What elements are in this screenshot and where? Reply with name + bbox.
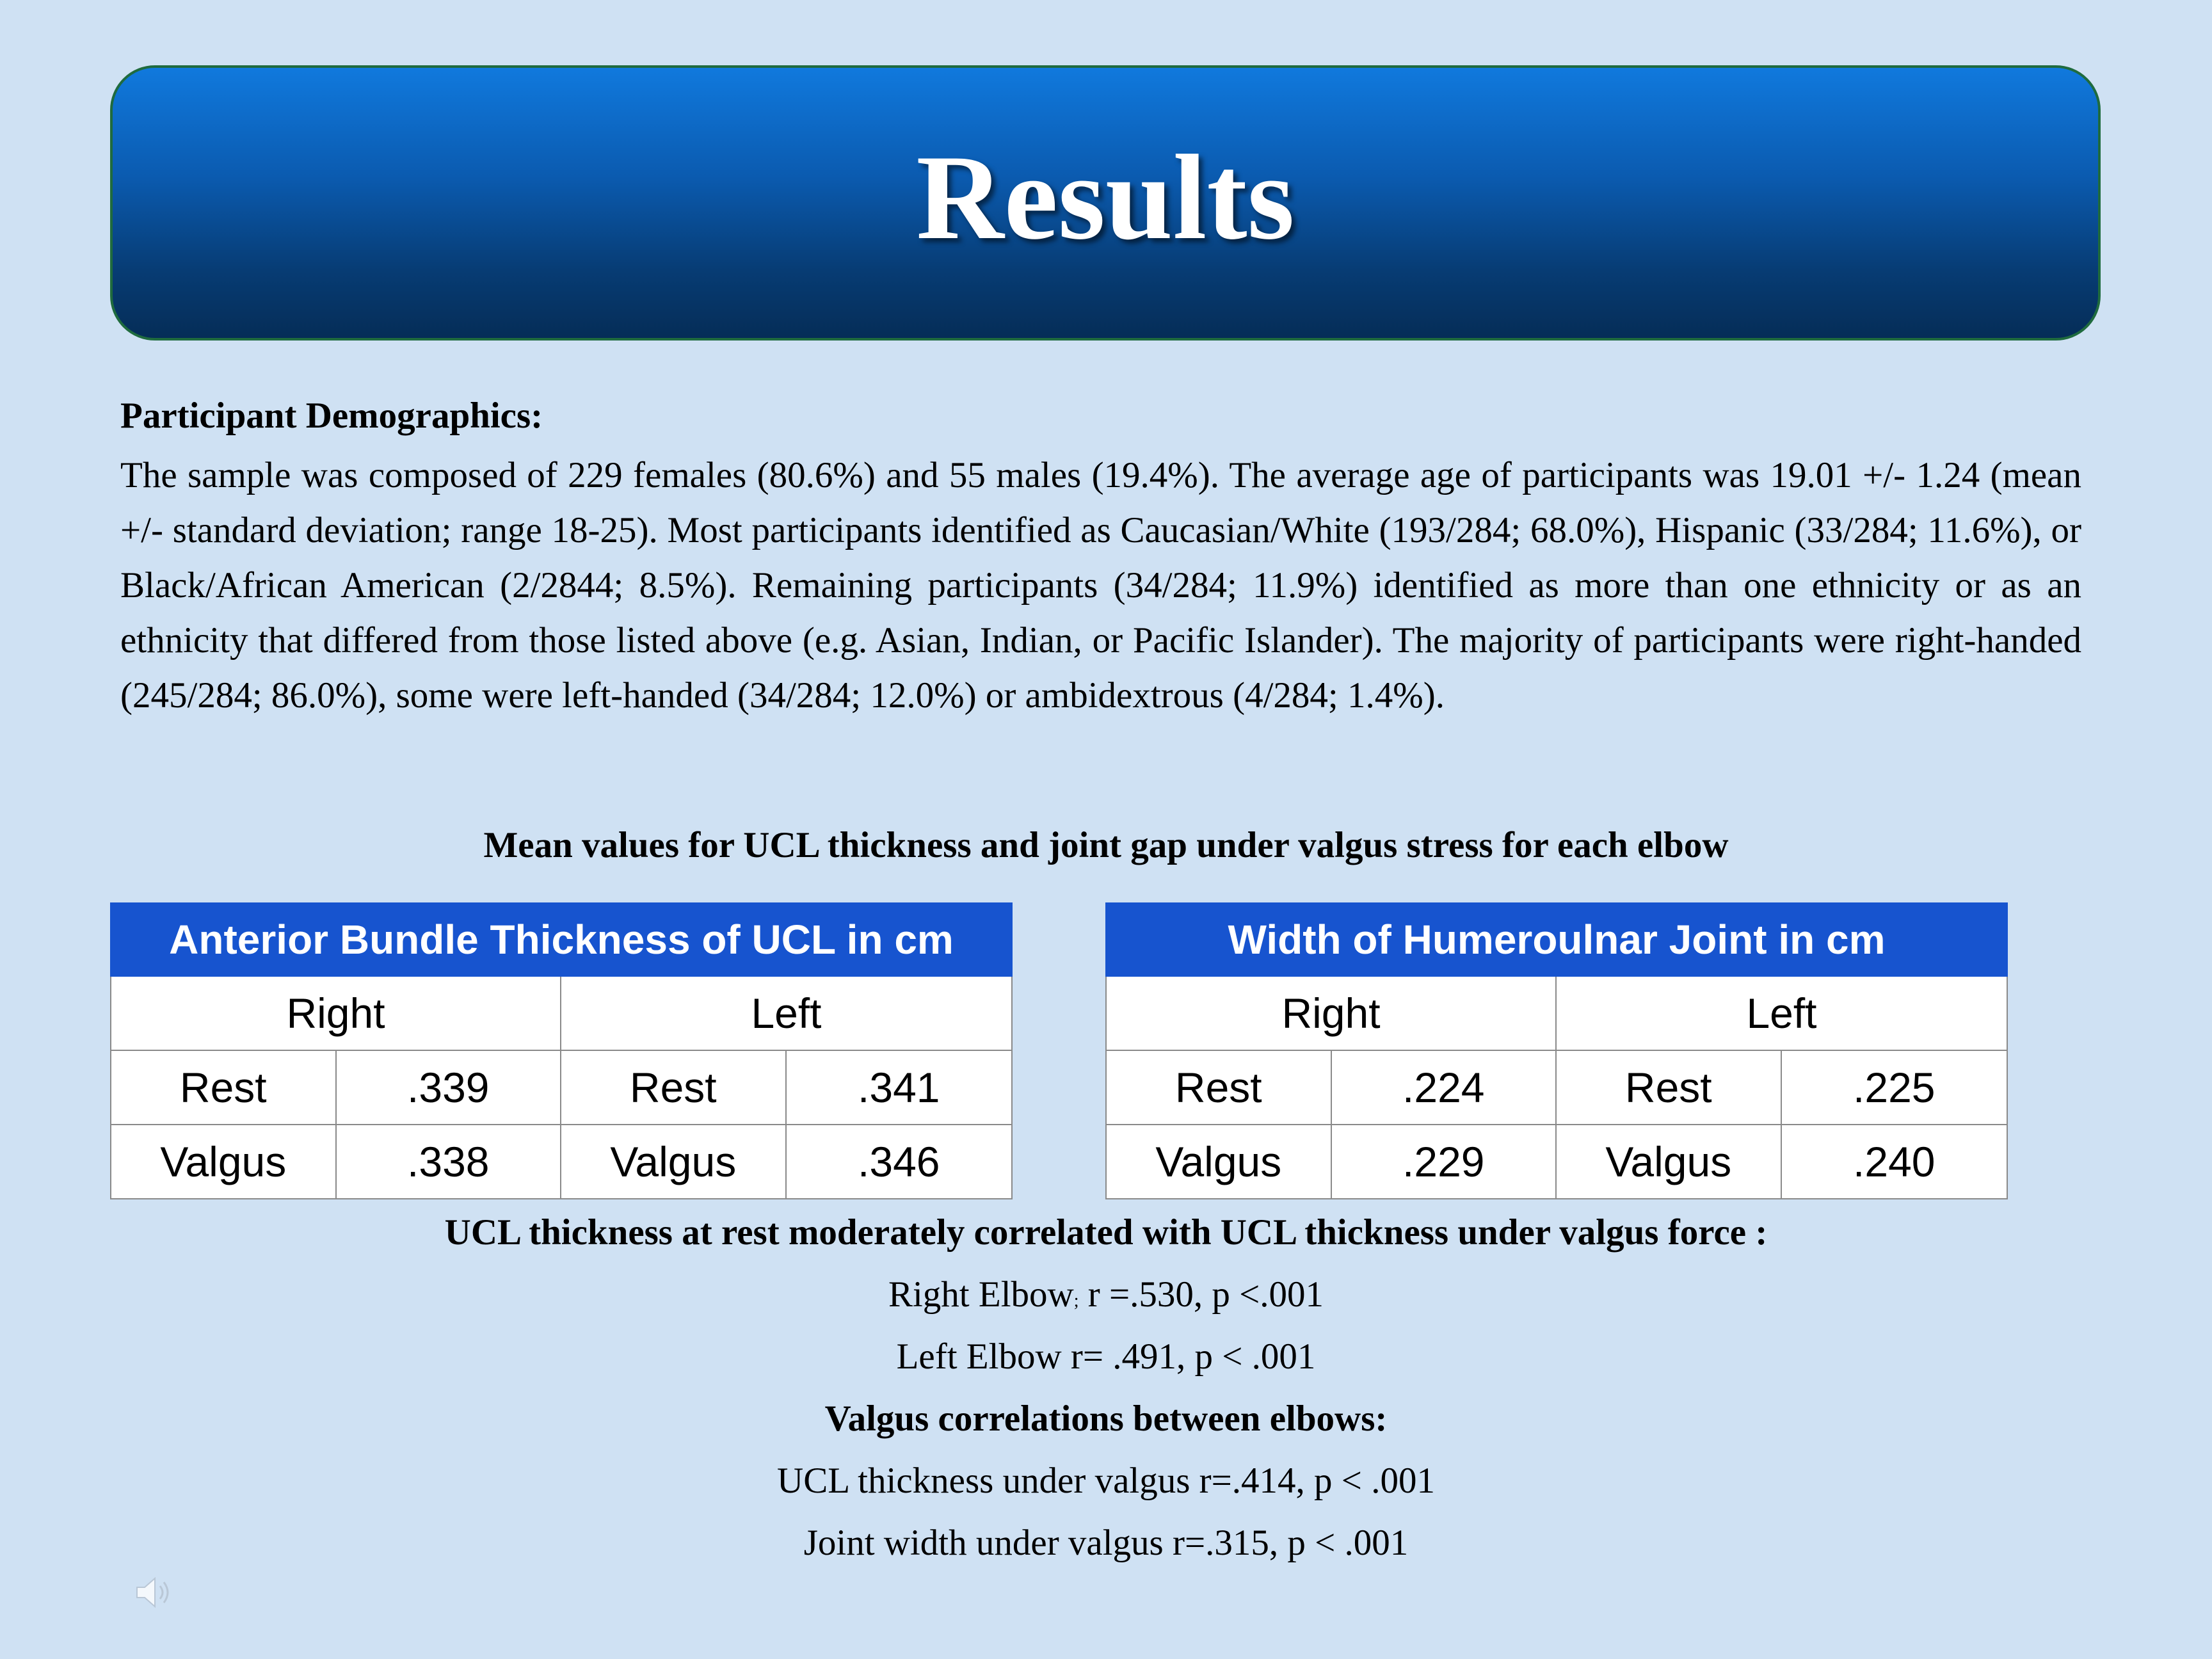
title-banner [110, 65, 2101, 341]
right-elbow-label: Right Elbow [888, 1274, 1074, 1315]
ucl-thickness-table [110, 902, 1013, 1199]
ucl-right-rest-value: .339 [336, 1050, 561, 1125]
table-row [111, 1125, 1012, 1199]
speaker-icon[interactable] [134, 1575, 175, 1610]
slide-title: Results [916, 131, 1295, 265]
ucl-left-valgus-value: .346 [786, 1125, 1012, 1199]
demographics-heading: Participant Demographics: [120, 396, 543, 436]
table-row [111, 1050, 1012, 1125]
joint-left-valgus-value: .240 [1781, 1125, 2007, 1199]
joint-left-rest-value: .225 [1781, 1050, 2007, 1125]
ucl-side-right: Right [111, 976, 561, 1050]
tables-caption: Mean values for UCL thickness and joint gap under valgus stress for each elbow [483, 825, 1729, 865]
ucl-table-title: Anterior Bundle Thickness of UCL in cm [111, 903, 1012, 976]
demographics-text: The sample was composed of 229 females (80.6%) and 55 males (19.4%). The average age of participants was 19.01 +/- 1.24 (mean +/- standard deviation; range 18-25). Most participants identified as Caucasian/White (193/284; 68.0%), Hispanic (33/284; 11.6%), or Black/African American (2/2844; 8.5%). Remaining participants (34/284; 11.9%) identified as more than one ethnicity or as an ethnicity that differed from those listed above (e.g. Asian, Indian, or Pacific Islander). The majority of participants were right-handed (245/284; 86.0%), some were left-handed (34/284; 12.0%) or ambidextrous (4/284; 1.4%). [120, 455, 2081, 716]
rest-correlation-heading: UCL thickness at rest moderately correlated with UCL thickness under valgus force : [444, 1212, 1768, 1253]
joint-right-rest-value: .224 [1331, 1050, 1556, 1125]
ucl-right-rest-label: Rest [111, 1050, 336, 1125]
joint-right-valgus-label: Valgus [1106, 1125, 1331, 1199]
ucl-right-valgus-label: Valgus [111, 1125, 336, 1199]
joint-side-left: Left [1556, 976, 2007, 1050]
ucl-side-left: Left [561, 976, 1012, 1050]
right-elbow-stats: r =.530, p <.001 [1078, 1274, 1324, 1315]
ucl-left-rest-value: .341 [786, 1050, 1012, 1125]
joint-width-table [1105, 902, 2008, 1199]
right-elbow-mark: ; [1073, 1291, 1079, 1311]
joint-left-valgus-label: Valgus [1556, 1125, 1781, 1199]
table-row [1106, 1050, 2007, 1125]
joint-right-valgus-value: .229 [1331, 1125, 1556, 1199]
table-row [1106, 1125, 2007, 1199]
joint-side-right: Right [1106, 976, 1556, 1050]
joint-valgus-correlation: Joint width under valgus r=.315, p < .001 [803, 1523, 1409, 1563]
ucl-left-valgus-label: Valgus [561, 1125, 786, 1199]
joint-table-title: Width of Humeroulnar Joint in cm [1106, 903, 2007, 976]
joint-left-rest-label: Rest [1556, 1050, 1781, 1125]
ucl-right-valgus-value: .338 [336, 1125, 561, 1199]
right-elbow-correlation [0, 1274, 2212, 1315]
valgus-correlation-heading: Valgus correlations between elbows: [824, 1399, 1388, 1439]
ucl-left-rest-label: Rest [561, 1050, 786, 1125]
ucl-valgus-correlation: UCL thickness under valgus r=.414, p < .001 [777, 1461, 1435, 1501]
left-elbow-correlation: Left Elbow r= .491, p < .001 [896, 1336, 1316, 1377]
joint-right-rest-label: Rest [1106, 1050, 1331, 1125]
